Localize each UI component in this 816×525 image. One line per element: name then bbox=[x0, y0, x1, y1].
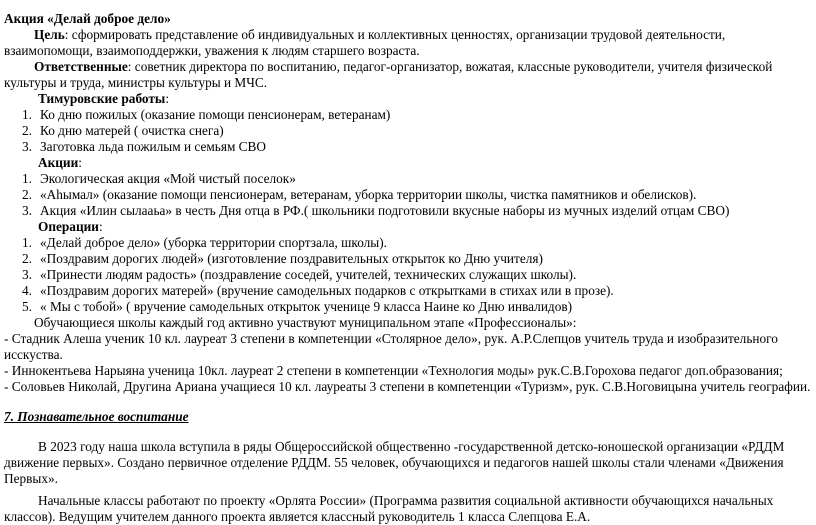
list-item: 1. Экологическая акция «Мой чистый поселок» bbox=[22, 171, 296, 186]
list-item: 3. Заготовка льда пожилым и семьям СВО bbox=[22, 139, 267, 154]
winner-item: - Стадник Алеша ученик 10 кл. лауреат 3 степени в компетенции «Столярное дело», рук. А.Р.Слепцов учитель труда и изобразительного исскуства. bbox=[4, 331, 778, 362]
document-title: Акция «Делай доброе дело» bbox=[4, 11, 171, 26]
goal-label: Цель bbox=[34, 27, 65, 42]
timur-heading: Тимуровские работы: bbox=[38, 91, 170, 106]
actions-heading: Акции: bbox=[38, 155, 82, 170]
list-item: 2. «Поздравим дорогих людей» (изготовление поздравительных открыток ко Дню учителя) bbox=[22, 251, 543, 266]
document-page bbox=[0, 11, 816, 524]
list-item: 1. Ко дню пожилых (оказание помощи пенсионерам, ветеранам) bbox=[22, 107, 391, 122]
responsible-text: : советник директора по воспитанию, педагог-организатор, вожатая, классные руководители, учителя физической культуры и труда, министры культуры и МЧС. bbox=[4, 59, 773, 90]
responsible-paragraph bbox=[4, 59, 808, 91]
list-item: 2. «Аhымал» (оказание помощи пенсионерам, ветеранам, уборка территории школы, чистка памятников и обелисков). bbox=[22, 187, 697, 202]
responsible-label: Ответственные bbox=[34, 59, 128, 74]
section-heading: 7. Познавательное воспитание bbox=[4, 409, 189, 424]
winner-item: - Иннокентьева Нарыяна ученица 10кл. лауреат 2 степени в компетенции «Технология моды» рук.С.В.Горохова педагог доп.образования; bbox=[4, 363, 783, 378]
winner-item: - Соловьев Николай, Другина Ариана учащиеся 10 кл. лауреаты 3 степени в компетенции «Туризм», рук. С.В.Ноговицына учитель географии. bbox=[4, 379, 811, 394]
paragraph: Начальные классы работают по проекту «Орлята России» (Программа развития социальной активности обучающихся начальных классов). Ведущим учителем данного проекта является классный руководитель 1 класса Слепцова Е.А. bbox=[4, 493, 774, 524]
list-item: 3. Акция «Илин сылааьа» в честь Дня отца в РФ.( школьники подготовили вкусные наборы из мучных изделий отцам СВО) bbox=[22, 203, 730, 218]
paragraph: В 2023 году наша школа вступила в ряды Общероссийской общественно -государственной детско-юношеской организации «РДДМ движение первых». Создано первичное отделение РДДМ. 55 человек, обучающихся и педагогов нашей школы стали членами «Движения Первых». bbox=[4, 439, 785, 486]
list-item: 4. «Поздравим дорогих матерей» (вручение самодельных подарков с открытками в стихах или в прозе). bbox=[22, 283, 614, 298]
goal-paragraph bbox=[4, 27, 808, 59]
list-item: 1. «Делай доброе дело» (уборка территории спортзала, школы). bbox=[22, 235, 387, 250]
operations-heading: Операции: bbox=[38, 219, 103, 234]
projects-intro: Обучающиеся школы каждый год активно участвуют муниципальном этапе «Профессионалы»: bbox=[34, 315, 577, 330]
list-item: 5. « Мы с тобой» ( вручение самодельных открыток ученице 9 класса Наине ко Дню инвалидов) bbox=[22, 299, 573, 314]
list-item: 2. Ко дню матерей ( очистка снега) bbox=[22, 123, 224, 138]
goal-text: : сформировать представление об индивидуальных и коллективных ценностях, организации трудовой деятельности, взаимопомощи, взаимоподдержки, уважения к людям старшего возраста. bbox=[4, 27, 726, 58]
list-item: 3. «Принести людям радость» (поздравление соседей, учителей, технических служащих школы). bbox=[22, 267, 577, 282]
